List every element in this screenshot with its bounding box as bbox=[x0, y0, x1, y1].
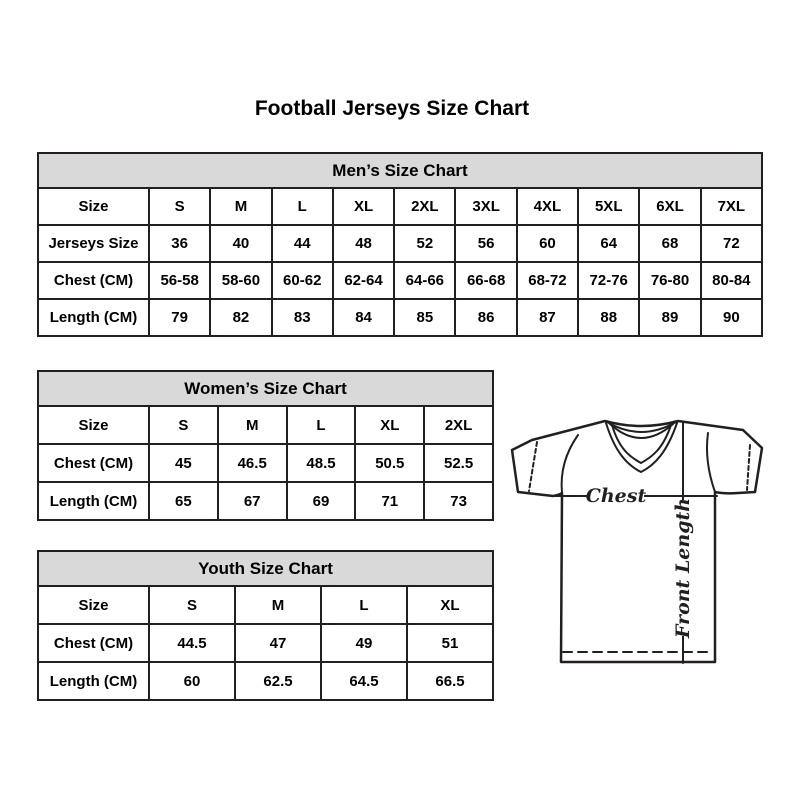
size-value-cell: S bbox=[149, 188, 210, 225]
size-value-cell: 72 bbox=[701, 225, 762, 262]
size-value-cell: 52.5 bbox=[424, 444, 493, 482]
row-label: Chest (CM) bbox=[38, 624, 149, 662]
size-value-cell: M bbox=[235, 586, 321, 624]
size-value-cell: 58-60 bbox=[210, 262, 271, 299]
size-value-cell: 73 bbox=[424, 482, 493, 520]
size-value-cell: 85 bbox=[394, 299, 455, 336]
size-value-cell: 48.5 bbox=[287, 444, 356, 482]
table-row bbox=[38, 225, 762, 262]
youth-table-title: Youth Size Chart bbox=[38, 551, 493, 586]
size-value-cell: 44 bbox=[272, 225, 333, 262]
row-label: Size bbox=[38, 188, 149, 225]
womens-table-title: Women’s Size Chart bbox=[38, 371, 493, 406]
size-value-cell: 64-66 bbox=[394, 262, 455, 299]
size-value-cell: 71 bbox=[355, 482, 424, 520]
size-value-cell: 88 bbox=[578, 299, 639, 336]
front-length-label: Front Length bbox=[672, 497, 694, 639]
size-value-cell: 66-68 bbox=[455, 262, 516, 299]
page-title: Football Jerseys Size Chart bbox=[254, 97, 530, 120]
size-value-cell: L bbox=[272, 188, 333, 225]
size-value-cell: 79 bbox=[149, 299, 210, 336]
row-label: Size bbox=[38, 406, 149, 444]
row-label: Length (CM) bbox=[38, 662, 149, 700]
table-row bbox=[38, 662, 493, 700]
size-value-cell: 64 bbox=[578, 225, 639, 262]
size-value-cell: XL bbox=[407, 586, 493, 624]
row-label: Size bbox=[38, 586, 149, 624]
size-value-cell: 90 bbox=[701, 299, 762, 336]
size-value-cell: XL bbox=[355, 406, 424, 444]
size-value-cell: 40 bbox=[210, 225, 271, 262]
size-value-cell: 36 bbox=[149, 225, 210, 262]
table-row bbox=[38, 482, 493, 520]
size-value-cell: 44.5 bbox=[149, 624, 235, 662]
table-row bbox=[38, 262, 762, 299]
row-label: Length (CM) bbox=[38, 482, 149, 520]
size-value-cell: 48 bbox=[333, 225, 394, 262]
size-value-cell: 67 bbox=[218, 482, 287, 520]
size-value-cell: 60 bbox=[149, 662, 235, 700]
size-value-cell: 45 bbox=[149, 444, 218, 482]
size-value-cell: 4XL bbox=[517, 188, 578, 225]
size-value-cell: 49 bbox=[321, 624, 407, 662]
size-value-cell: 47 bbox=[235, 624, 321, 662]
mens-table-title: Men’s Size Chart bbox=[38, 153, 762, 188]
size-value-cell: 84 bbox=[333, 299, 394, 336]
size-value-cell: L bbox=[287, 406, 356, 444]
size-value-cell: 68-72 bbox=[517, 262, 578, 299]
size-value-cell: 82 bbox=[210, 299, 271, 336]
size-value-cell: 62-64 bbox=[333, 262, 394, 299]
size-value-cell: 51 bbox=[407, 624, 493, 662]
row-label: Length (CM) bbox=[38, 299, 149, 336]
size-value-cell: 50.5 bbox=[355, 444, 424, 482]
jersey-measurement-diagram bbox=[503, 400, 775, 680]
size-value-cell: L bbox=[321, 586, 407, 624]
jersey-outline bbox=[512, 421, 762, 662]
size-value-cell: 65 bbox=[149, 482, 218, 520]
size-value-cell: 46.5 bbox=[218, 444, 287, 482]
chest-label: Chest bbox=[585, 485, 647, 507]
size-value-cell: S bbox=[149, 406, 218, 444]
size-value-cell: 3XL bbox=[455, 188, 516, 225]
size-value-cell: 87 bbox=[517, 299, 578, 336]
size-value-cell: S bbox=[149, 586, 235, 624]
table-row bbox=[38, 406, 493, 444]
size-value-cell: 76-80 bbox=[639, 262, 700, 299]
size-value-cell: 60 bbox=[517, 225, 578, 262]
row-label: Chest (CM) bbox=[38, 444, 149, 482]
womens-size-chart-table bbox=[37, 370, 494, 521]
table-row bbox=[38, 299, 762, 336]
youth-size-chart-table bbox=[37, 550, 494, 701]
mens-size-chart-table bbox=[37, 152, 763, 337]
table-row bbox=[38, 444, 493, 482]
size-value-cell: 56 bbox=[455, 225, 516, 262]
row-label: Jerseys Size bbox=[38, 225, 149, 262]
size-value-cell: 64.5 bbox=[321, 662, 407, 700]
table-row bbox=[38, 586, 493, 624]
size-value-cell: 68 bbox=[639, 225, 700, 262]
table-row bbox=[38, 188, 762, 225]
size-value-cell: 80-84 bbox=[701, 262, 762, 299]
size-value-cell: 86 bbox=[455, 299, 516, 336]
size-value-cell: 72-76 bbox=[578, 262, 639, 299]
size-value-cell: M bbox=[210, 188, 271, 225]
size-value-cell: 2XL bbox=[394, 188, 455, 225]
size-value-cell: XL bbox=[333, 188, 394, 225]
size-value-cell: 2XL bbox=[424, 406, 493, 444]
row-label: Chest (CM) bbox=[38, 262, 149, 299]
size-value-cell: 7XL bbox=[701, 188, 762, 225]
size-value-cell: M bbox=[218, 406, 287, 444]
size-value-cell: 83 bbox=[272, 299, 333, 336]
size-value-cell: 60-62 bbox=[272, 262, 333, 299]
size-value-cell: 56-58 bbox=[149, 262, 210, 299]
size-value-cell: 69 bbox=[287, 482, 356, 520]
size-value-cell: 89 bbox=[639, 299, 700, 336]
table-row bbox=[38, 624, 493, 662]
size-value-cell: 52 bbox=[394, 225, 455, 262]
size-value-cell: 6XL bbox=[639, 188, 700, 225]
size-value-cell: 5XL bbox=[578, 188, 639, 225]
size-value-cell: 62.5 bbox=[235, 662, 321, 700]
size-value-cell: 66.5 bbox=[407, 662, 493, 700]
